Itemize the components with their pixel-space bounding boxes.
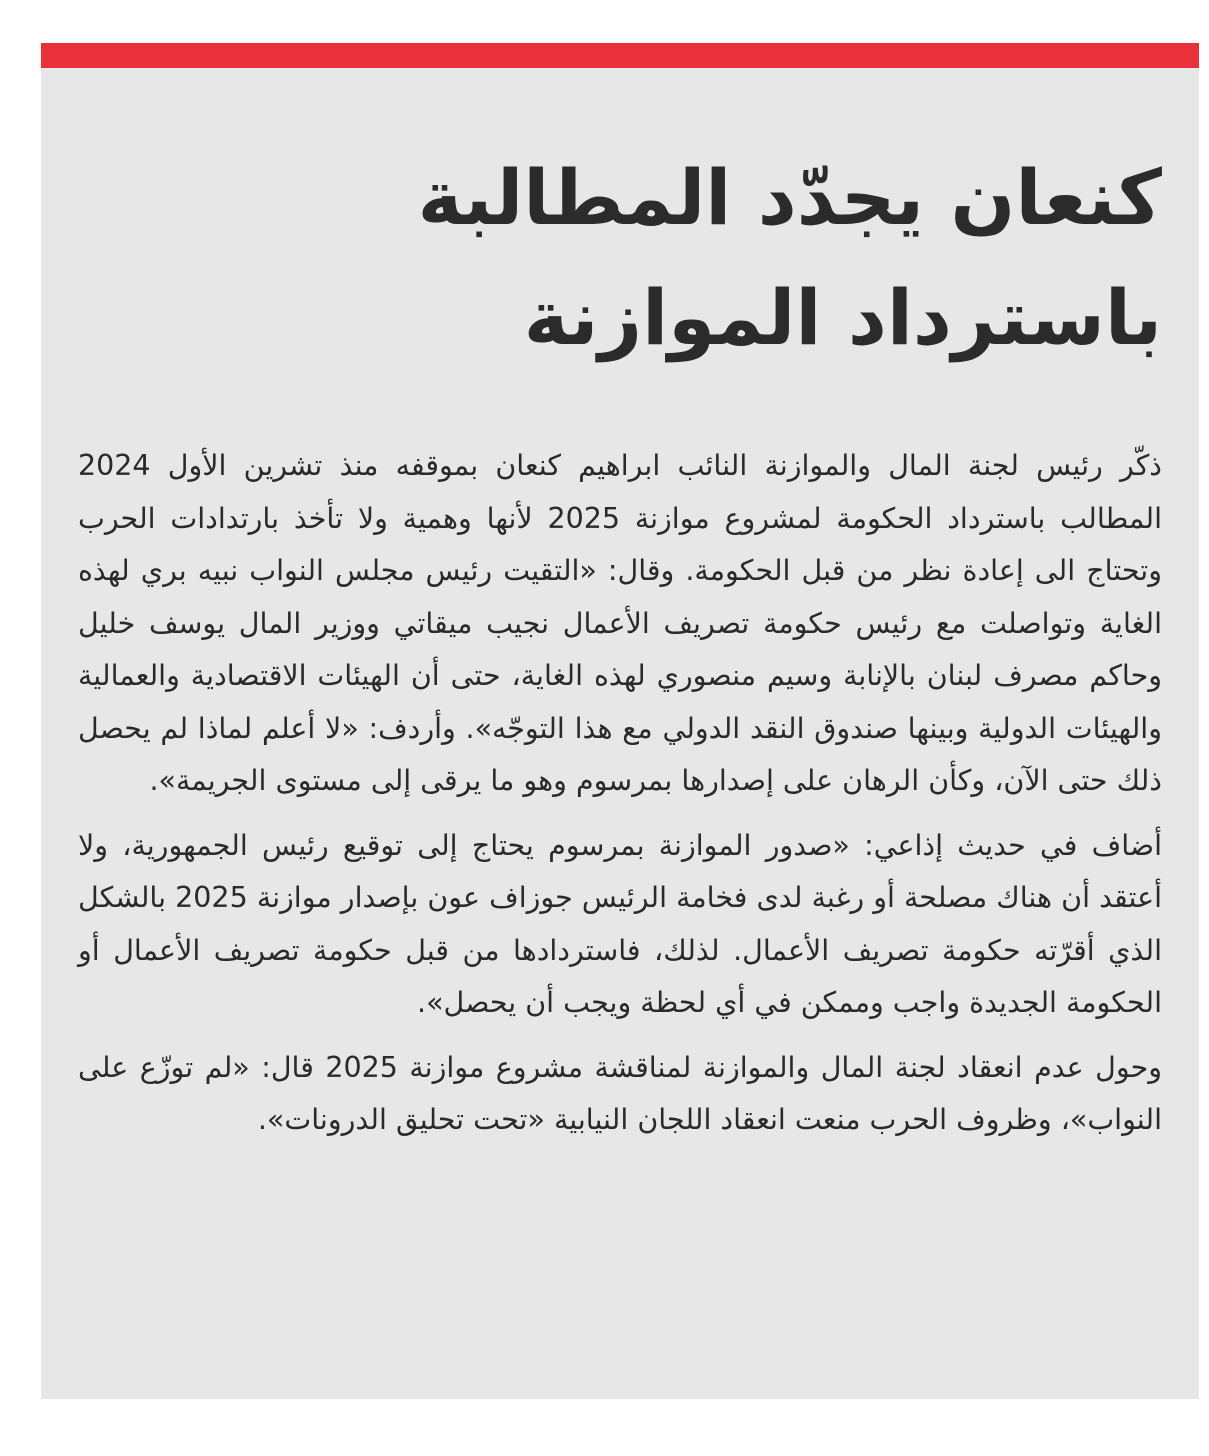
paragraph-3: وحول عدم انعقاد لجنة المال والموازنة لمناقشة مشروع موازنة 2025 قال: «لم توزّع على النواب»، وظروف الحرب منعت انعقاد اللجان النيابية «تحت تحليق الدرونات». xyxy=(78,1050,1162,1136)
accent-bar xyxy=(41,43,1199,68)
paragraph-1: ذكّر رئيس لجنة المال والموازنة النائب ابراهيم كنعان بموقفه منذ تشرين الأول 2024 المطالب باسترداد الحكومة لمشروع موازنة 2025 لأنها وهمية ولا تأخذ بارتدادات الحرب وتحتاج الى إعادة نظر من قبل الحكومة. وقال: «التقيت رئيس مجلس النواب نبيه بري لهذه الغاية وتواصلت مع رئيس حكومة تصريف الأعمال نجيب ميقاتي ووزير المال يوسف خليل وحاكم مصرف لبنان بالإنابة وسيم منصوري لهذه الغاية، حتى أن الهيئات الاقتصادية والعمالية والهيئات الدولية وبينها صندوق النقد الدولي مع هذا التوجّه». وأردف: «لا أعلم لماذا لم يحصل ذلك حتى الآن، وكأن الرهان على إصدارها بمرسوم وهو ما يرقى إلى مستوى الجريمة». xyxy=(78,449,1162,797)
article-card xyxy=(41,43,1199,1399)
article-body xyxy=(78,440,1162,1147)
paragraph-2: أضاف في حديث إذاعي: «صدور الموازنة بمرسوم يحتاج إلى توقيع رئيس الجمهورية، ولا أعتقد أن هناك مصلحة أو رغبة لدى فخامة الرئيس جوزاف عون بإصدار موازنة 2025 بالشكل الذي أقرّته حكومة تصريف الأعمال. لذلك، فاستردادها من قبل حكومة تصريف الأعمال أو الحكومة الجديدة واجب وممكن في أي لحظة ويجب أن يحصل». xyxy=(78,828,1162,1019)
article-content xyxy=(78,138,1162,1159)
headline: كنعان يجدّد المطالبة باسترداد الموازنة xyxy=(417,153,1162,362)
